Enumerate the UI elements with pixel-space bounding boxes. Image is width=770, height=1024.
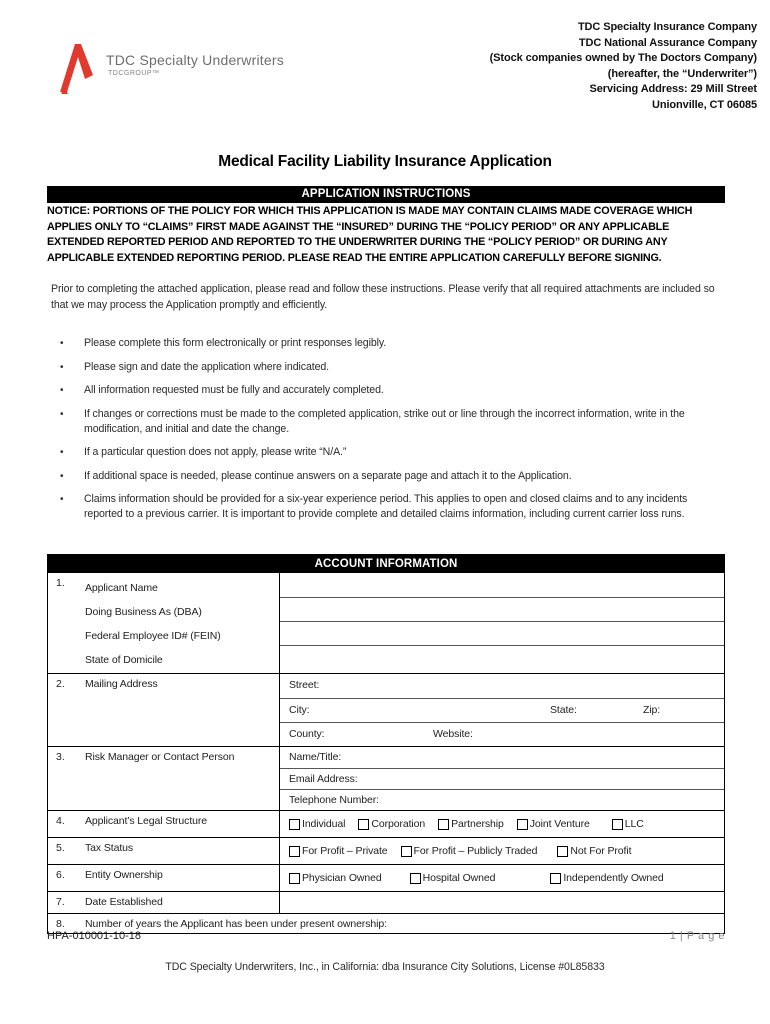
table-row-legal-structure — [48, 810, 724, 837]
fein-field[interactable] — [280, 621, 724, 645]
row-number: 7. — [56, 896, 65, 908]
checkbox-not-for-profit[interactable] — [557, 846, 568, 857]
account-information-table — [47, 554, 725, 934]
row-fields — [279, 573, 724, 673]
name-title-field[interactable] — [280, 747, 724, 768]
bullet-icon: • — [60, 338, 64, 349]
checkbox-label: Hospital Owned — [422, 872, 496, 884]
applicant-name-label: Applicant Name — [85, 582, 158, 594]
page-footer — [47, 930, 725, 942]
tdc-arrow-logo-icon — [58, 42, 98, 94]
checkbox-label: For Profit – Private — [302, 845, 388, 857]
risk-manager-label: Risk Manager or Contact Person — [85, 751, 235, 763]
list-item — [60, 360, 720, 375]
bullet-text: If additional space is needed, please continue answers on a separate page and attach it to the Application. — [84, 469, 572, 482]
bullet-text: If changes or corrections must be made to the completed application, strike out or line through the incorrect information, write in the modification, and initial and date the change. — [84, 407, 685, 435]
email-address-field[interactable] — [280, 768, 724, 789]
checkbox-physician-owned[interactable] — [289, 873, 300, 884]
entity-ownership-label: Entity Ownership — [85, 869, 163, 881]
checkbox-label: For Profit – Publicly Traded — [413, 845, 538, 857]
dba-label: Doing Business As (DBA) — [85, 606, 202, 618]
row-labels — [85, 573, 279, 673]
row-fields — [279, 747, 724, 810]
dba-field[interactable] — [280, 597, 724, 621]
checkbox-individual[interactable] — [289, 819, 300, 830]
company-line: (hereafter, the “Underwriter”) — [607, 67, 757, 80]
legal-structure-options — [279, 811, 724, 837]
checkbox-llc[interactable] — [612, 819, 623, 830]
checkbox-label: Joint Venture — [529, 818, 590, 830]
table-row-date-established — [48, 891, 724, 913]
company-line: Unionville, CT 06085 — [652, 98, 757, 111]
company-line: Servicing Address: 29 Mill Street — [589, 83, 757, 95]
city-label: City: — [289, 704, 310, 716]
table-row-risk-manager — [48, 746, 724, 810]
company-logo — [58, 42, 284, 94]
checkbox-label: LLC — [624, 818, 644, 830]
fein-label: Federal Employee ID# (FEIN) — [85, 630, 221, 642]
row-number: 3. — [56, 751, 65, 763]
date-established-field[interactable] — [279, 892, 724, 913]
bullet-text: All information requested must be fully and accurately completed. — [84, 384, 384, 396]
bullet-text: Please sign and date the application where indicated. — [84, 360, 330, 373]
list-item — [60, 336, 720, 351]
row-number: 4. — [56, 815, 65, 827]
checkbox-for-profit-private[interactable] — [289, 846, 300, 857]
checkbox-label: Physician Owned — [302, 872, 382, 884]
table-row-tax-status — [48, 837, 724, 864]
table-row-applicant-name — [48, 573, 724, 673]
list-item — [60, 445, 720, 460]
logo-brand-name: TDC Specialty Underwriters — [106, 52, 284, 68]
list-item — [60, 469, 720, 484]
instructions-intro: Prior to completing the attached application, please read and follow these instructions. Please verify that all required attachments are included so that we may process the Application promptly and efficiently. — [51, 283, 715, 311]
row-number: 1. — [56, 577, 65, 589]
bullet-icon: • — [60, 408, 64, 420]
bullet-text: If a particular question does not apply, please write “N/A.” — [84, 446, 347, 458]
bullet-icon: • — [60, 447, 64, 458]
tax-status-options — [279, 838, 724, 864]
checkbox-label: Corporation — [371, 818, 426, 830]
logo-sub-brand: TDCGROUP™ — [108, 70, 160, 77]
street-field[interactable] — [280, 674, 724, 698]
list-item — [60, 383, 720, 398]
page-title: Medical Facility Liability Insurance Application — [218, 153, 552, 170]
county-website-field[interactable] — [280, 722, 724, 746]
form-number: HPA-010001-10-18 — [47, 930, 141, 942]
bullet-text: Please complete this form electronically or print responses legibly. — [84, 337, 387, 349]
mailing-address-label: Mailing Address — [85, 678, 158, 690]
instructions-bullet-list — [60, 336, 720, 531]
table-row-entity-ownership — [48, 864, 724, 891]
checkbox-label: Individual — [302, 818, 346, 830]
telephone-number-field[interactable] — [280, 789, 724, 810]
checkbox-joint-venture[interactable] — [517, 819, 528, 830]
company-line: TDC Specialty Insurance Company — [577, 21, 757, 33]
street-label: Street: — [289, 679, 320, 691]
company-line: (Stock companies owned by The Doctors Company) — [489, 52, 757, 64]
row-number: 5. — [56, 842, 65, 854]
state-of-domicile-label: State of Domicile — [85, 654, 163, 666]
bullet-icon: • — [60, 494, 64, 505]
state-of-domicile-field[interactable] — [280, 645, 724, 669]
bullet-icon: • — [60, 385, 64, 396]
checkbox-independently-owned[interactable] — [550, 873, 561, 884]
california-license-line: TDC Specialty Underwriters, Inc., in California: dba Insurance City Solutions, License #0L85833 — [165, 961, 605, 973]
telephone-number-label: Telephone Number: — [289, 794, 379, 806]
row-fields — [279, 674, 724, 746]
checkbox-hospital-owned[interactable] — [410, 873, 421, 884]
checkbox-for-profit-publicly-traded[interactable] — [401, 846, 412, 857]
bullet-text: Claims information should be provided for a six-year experience period. This applies to open and closed claims and to any incidents reported to a previous carrier. It is important to provide complete and detailed claims information, including current carrier loss runs. — [84, 493, 688, 520]
row-number: 6. — [56, 869, 65, 881]
checkbox-label: Independently Owned — [563, 872, 664, 884]
list-item — [60, 407, 720, 437]
page-number: 1 | P a g e — [669, 930, 725, 942]
bullet-icon: • — [60, 361, 64, 373]
company-line: TDC National Assurance Company — [578, 36, 757, 49]
checkbox-label: Not For Profit — [570, 845, 632, 857]
zip-label: Zip: — [643, 704, 661, 716]
years-under-ownership-label: Number of years the Applicant has been under present ownership: — [85, 917, 387, 930]
account-information-header: ACCOUNT INFORMATION — [48, 555, 724, 573]
table-row-mailing-address — [48, 673, 724, 746]
city-state-zip-field[interactable] — [280, 698, 724, 722]
entity-ownership-options — [279, 865, 724, 891]
row-number: 2. — [56, 678, 65, 690]
row-number: 8. — [56, 917, 65, 930]
claims-made-notice: NOTICE: PORTIONS OF THE POLICY FOR WHICH THIS APPLICATION IS MADE MAY CONTAIN CLAIMS MADE COVERAGE WHICH APPLIES ONLY TO “CLAIMS” FIRST MADE AGAINST THE “INSURED” DURING THE “POLICY PERIOD” OR ANY APPLICABLE EXTENDED REPORTED PERIOD AND REPORTED TO THE UNDERWRITER DURING THE “POLICY PERIOD” OR DURING ANY APPLICABLE EXTENDED REPORTING PERIOD. PLEASE READ THE ENTIRE APPLICATION CAREFULLY BEFORE SIGNING. — [47, 205, 693, 264]
name-title-label: Name/Title: — [289, 751, 342, 763]
checkbox-corporation[interactable] — [358, 819, 369, 830]
applicant-name-field[interactable] — [280, 573, 724, 597]
date-established-label: Date Established — [85, 896, 163, 908]
checkbox-partnership[interactable] — [438, 819, 449, 830]
email-address-label: Email Address: — [289, 773, 358, 785]
checkbox-label: Partnership — [451, 818, 504, 830]
company-address-block — [490, 20, 757, 113]
county-label: County: — [289, 728, 325, 740]
application-instructions-header: APPLICATION INSTRUCTIONS — [47, 186, 725, 203]
logo-text — [106, 42, 284, 77]
website-label: Website: — [433, 728, 473, 740]
bullet-icon: • — [60, 470, 64, 482]
legal-structure-label: Applicant’s Legal Structure — [85, 815, 208, 827]
list-item — [60, 492, 720, 522]
tax-status-label: Tax Status — [85, 842, 134, 854]
state-label: State: — [550, 704, 577, 716]
